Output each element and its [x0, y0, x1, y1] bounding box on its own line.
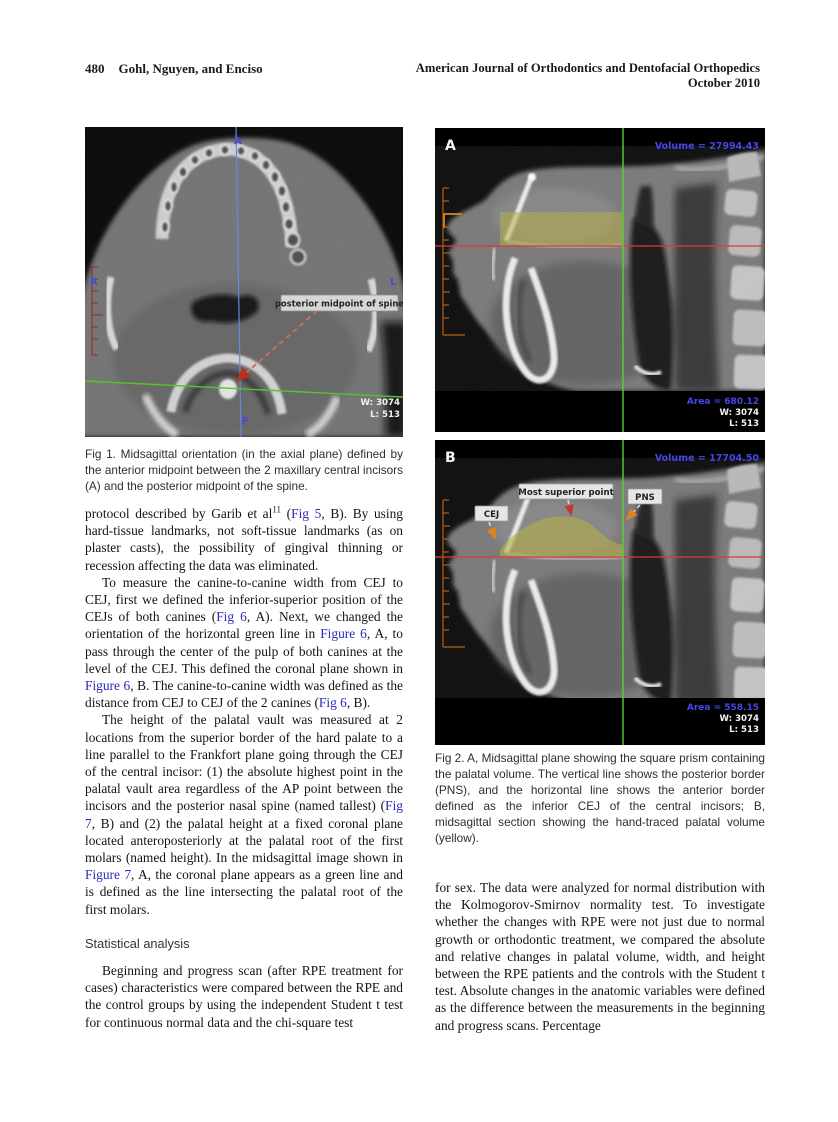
- fig2b-window-value: W: 3074: [719, 714, 759, 724]
- body-paragraph: [85, 711, 403, 917]
- figure2-panel-a-image: [435, 128, 765, 432]
- figure2a-svg: [435, 128, 765, 432]
- most-superior-point-callout: [518, 484, 613, 499]
- fig2a-palatal-prism-overlay: [500, 212, 623, 246]
- fig2a-window-value: W: 3074: [719, 408, 759, 418]
- figure-reference-link[interactable]: Fig 6: [216, 609, 247, 625]
- text-run: , A). Next, we changed the orientation of the horizontal green line in: [85, 609, 403, 642]
- panel-b-label: B: [445, 450, 456, 466]
- body-paragraph: [435, 879, 765, 1034]
- journal-title: American Journal of Orthodontics and Dentofacial Orthopedics: [415, 61, 760, 75]
- text-run: , A, the coronal plane appears as a green line and is defined as the line intersecting the palatal root of the first molars.: [85, 867, 403, 917]
- figure1-caption: Fig 1. Midsagittal orientation (in the axial plane) defined by the anterior midpoint between the 2 maxillary central incisors (A) and the posterior midpoint of the spine.: [85, 447, 403, 493]
- left-text-column: [85, 505, 403, 1031]
- page-number: 480: [85, 61, 105, 76]
- fig2b-area-readout: Area = 558.15: [686, 703, 759, 713]
- cej-label: CEJ: [483, 510, 500, 520]
- figure2-caption: Fig 2. A, Midsagittal plane showing the square prism containing the palatal volume. The vertical line shows the posterior border (PNS), and the horizontal line shows the anterior border defined as the inferior CEJ of the central incisors; B, midsagittal section showing the hand-traced palatal volume (yellow).: [435, 751, 765, 845]
- orientation-posterior-label: P: [241, 416, 249, 427]
- text-run: To measure the canine-to-canine width from CEJ to CEJ, first we defined the inferior-superior position of the CEJs of both canines (: [85, 574, 403, 625]
- figure2-panel-b-image: [435, 440, 765, 745]
- cej-callout: [475, 506, 508, 521]
- fig2a-level-value: L: 513: [729, 419, 759, 429]
- fig2a-area-readout: Area = 680.12: [686, 397, 759, 407]
- figure-reference-link[interactable]: Figure 7: [85, 867, 132, 883]
- right-column-paragraphs: [435, 879, 765, 1034]
- fig1-annotation-text: posterior midpoint of spine: [274, 298, 403, 309]
- left-column-paragraphs-after-heading: [85, 962, 403, 1031]
- figure-reference-link[interactable]: Fig 5: [291, 506, 322, 521]
- fig1-level-value: L: 513: [370, 410, 400, 420]
- text-run: , B) and (2) the palatal height at a fixed coronal plane located anteroposteriorly at the palatal root of the first molars (named height). In the midsagittal image shown in: [85, 815, 403, 866]
- panel-a-label: A: [445, 138, 456, 154]
- text-run: (: [281, 506, 292, 521]
- figure2b-svg: [435, 440, 765, 745]
- text-run: , B). By using hard-tissue landmarks, not soft-tissue landmarks (as on plaster casts), the possibility of gingival thinning or recession affecting the data was eliminated.: [85, 506, 403, 573]
- fig1-window-value: W: 3074: [360, 398, 400, 408]
- text-run: , B. The canine-to-canine width was defined as the distance from CEJ to CEJ of the 2 canines (: [85, 678, 403, 711]
- running-head-left: [85, 61, 263, 76]
- authors: Gohl, Nguyen, and Enciso: [118, 61, 263, 76]
- figure-reference-link[interactable]: Fig 6: [318, 695, 347, 711]
- pns-label: PNS: [635, 493, 655, 503]
- figure-reference-link[interactable]: Figure 6: [320, 626, 367, 642]
- body-paragraph: [85, 962, 403, 1031]
- text-run: Beginning and progress scan (after RPE treatment for cases) characteristics were compared between the RPE and the control groups by using the independent Student t test for continuous normal data and the chi-square test: [85, 963, 403, 1030]
- fig2b-volume-readout: Volume = 17704.50: [654, 453, 759, 464]
- pns-callout: [628, 489, 662, 504]
- text-run: , A, to pass through the center of the pulp of both canines at the level of the CEJ. This defined the coronal plane shown in: [85, 626, 403, 676]
- fig1-annotation-callout: [275, 295, 403, 311]
- figure1-svg: [85, 127, 403, 437]
- text-run: for sex. The data were analyzed for normal distribution with the Kolmogorov-Smirnov normality test. To investigate whether the changes with RPE were not just due to normal growth or orthodontic treatment, we compared the absolute and relative changes in palatal volume, width, and height between the RPE patients and the controls with the Student t test. Absolute changes in the anatomic variables were defined as the difference between the measurements in the beginning and progress scans. Percentage: [435, 880, 765, 1033]
- text-run: The height of the palatal vault was measured at 2 locations from the superior border of the hard palate to a line parallel to the Frankfort plane going through the CEJ of the central incisor: (1) the absolute highest point in the palatal vault area regardless of the AP point between the incisors and the posterior nasal spine (named tallest) (: [85, 712, 403, 814]
- journal-issue: October 2010: [687, 76, 760, 90]
- citation-superscript: 11: [272, 504, 282, 515]
- body-paragraph: [85, 574, 403, 712]
- left-column-paragraphs: [85, 505, 403, 918]
- right-text-column: [435, 879, 765, 1034]
- running-head-right: [416, 61, 760, 91]
- figure-reference-link[interactable]: Fig 7: [85, 798, 403, 831]
- fig2b-level-value: L: 513: [729, 725, 759, 735]
- figure1-axial-ct-image: [85, 127, 403, 437]
- orientation-right-label: R: [90, 277, 98, 288]
- orientation-anterior-label: A: [234, 136, 242, 147]
- body-paragraph: [85, 505, 403, 574]
- section-heading-statistical-analysis: Statistical analysis: [85, 935, 190, 951]
- figure-reference-link[interactable]: Figure 6: [85, 678, 131, 694]
- text-run: , B).: [346, 695, 371, 711]
- text-run: protocol described by Garib et al: [85, 506, 273, 521]
- fig2a-volume-readout: Volume = 27994.43: [654, 141, 759, 152]
- orientation-left-label: L: [390, 277, 397, 288]
- most-superior-point-label: Most superior point: [518, 488, 614, 498]
